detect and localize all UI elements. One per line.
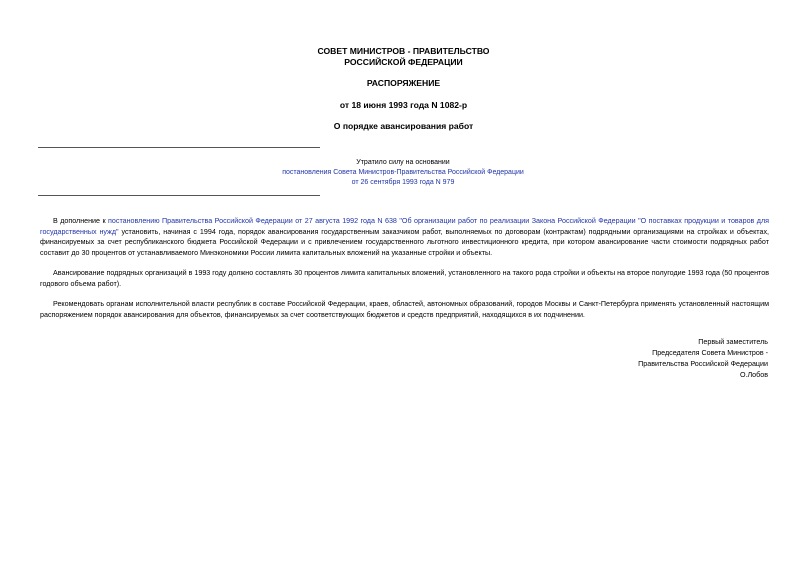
paragraph-3 <box>40 299 769 320</box>
org-name-line1: СОВЕТ МИНИСТРОВ - ПРАВИТЕЛЬСТВО <box>317 46 490 56</box>
lapsed-note-link[interactable] <box>230 168 576 188</box>
document-date: от 18 июня 1993 года N 1082-р <box>339 100 468 110</box>
signature-title-line1: Первый заместитель <box>698 338 768 346</box>
paragraph-3-text: Рекомендовать органам исполнительной власти республик в составе Российской Федерации, краев, областей, автономных образований, городов Москвы и Санкт-Петербурга применять установленный настоящим распоряжением порядок авансирования для объектов, финансируемых за счет соответствующих бюджетов и средств предприятий, находящихся в их подчинении. <box>40 300 769 319</box>
resolution-638-link[interactable]: постановлению Правительства Российской Федерации от 27 августа 1992 года N 638 "Об организации работ по реализации Закона Российской Федерации "О поставках продукции и товаров для государственных нужд" <box>40 217 769 236</box>
signatory-name: О.Лобов <box>739 371 768 379</box>
lapsed-note-link-line2[interactable]: от 26 сентября 1993 года N 979 <box>351 179 455 186</box>
paragraph-1-body: установить, начиная с 1994 года, порядок авансирования государственным заказчиком работ, выполняемых по договорам (контрактам) подрядными организациями на стройках и объектах, финансируемых за счет республиканского бюджета Российской Федерации и с привлечением государственного льготного инвестиционного кредита, при котором авансирование части стоимости подрядных работ составит до 30 процентов от устанавливаемого Минэкономики России лимита капитальных вложений на указанные стройки и объекты. <box>40 227 769 257</box>
signature-title-line2: Председателя Совета Министров - <box>652 349 768 357</box>
divider-top <box>38 147 320 148</box>
org-name-line2: РОССИЙСКОЙ ФЕДЕРАЦИИ <box>344 57 463 67</box>
document-type: РАСПОРЯЖЕНИЕ <box>366 78 441 88</box>
paragraph-2-text: Авансирование подрядных организаций в 1993 году должно составлять 30 процентов лимита капитальных вложений, установленного на такого рода стройки и объекты на второе полугодие 1993 года (50 процентов годового объема работ). <box>40 269 769 288</box>
lapsed-note-text: Утратило силу на основании <box>356 159 450 166</box>
paragraph-1 <box>40 216 769 258</box>
signature-block <box>638 337 768 381</box>
paragraph-1-intro: В дополнение к <box>53 217 109 225</box>
paragraph-2 <box>40 268 769 289</box>
lapsed-note-link-line1[interactable]: постановления Совета Министров-Правительства Российской Федерации <box>282 169 524 176</box>
divider-bottom <box>38 195 320 196</box>
signature-title-line3: Правительства Российской Федерации <box>638 360 768 368</box>
document-title: О порядке авансирования работ <box>333 121 474 131</box>
lapsed-note <box>230 158 576 188</box>
